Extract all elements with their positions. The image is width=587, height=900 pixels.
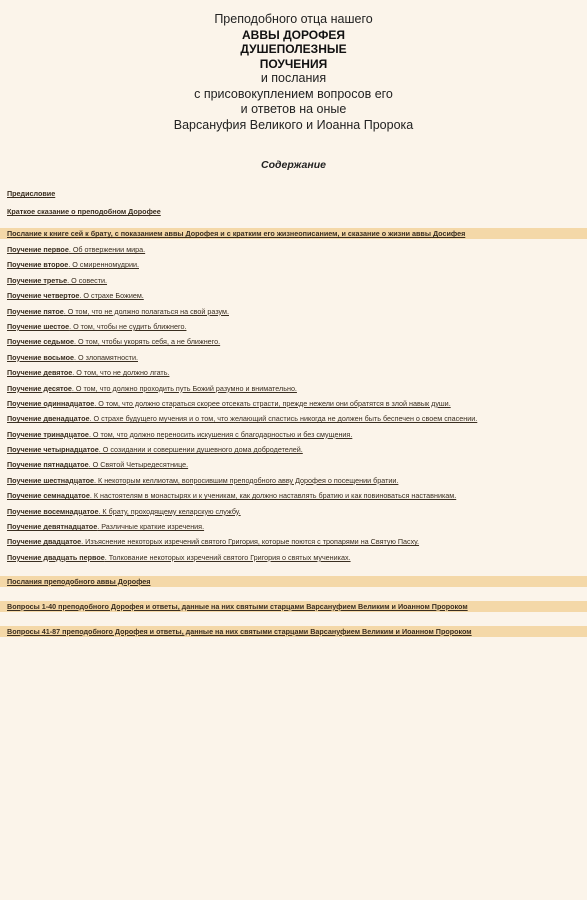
teaching-topic: . О смиренномудрии. <box>68 260 139 270</box>
toc-link-teaching[interactable] <box>7 537 419 546</box>
toc-item-teaching <box>7 276 580 285</box>
teaching-name: Поучение второе <box>7 260 69 270</box>
toc-link-biography[interactable]: Краткое сказание о преподобном Дорофее <box>7 207 161 216</box>
toc-item-teaching <box>7 491 580 500</box>
title-line-8: Варсануфия Великого и Иоанна Пророка <box>173 117 414 132</box>
toc-link-teaching[interactable] <box>7 368 169 377</box>
toc-item-teaching <box>7 537 580 546</box>
toc-item-teaching <box>7 445 580 454</box>
teaching-name: Поучение девятнадцатое <box>7 522 98 532</box>
teaching-name: Поучение четвертое <box>7 291 80 301</box>
teaching-topic: . О том, что должно проходить путь Божий разумно и внимательно. <box>71 383 297 393</box>
toc-link-teaching[interactable] <box>7 491 456 500</box>
toc-item-teaching <box>7 291 580 300</box>
teaching-name: Поучение третье <box>7 275 68 285</box>
teaching-name: Поучение пятнадцатое <box>7 460 89 470</box>
toc-item-teaching <box>7 430 580 439</box>
teaching-name: Поучение шестое <box>7 321 70 331</box>
title-line-2: АВВЫ ДОРОФЕЯ <box>241 27 345 42</box>
teaching-name: Поучение восемнадцатое <box>7 506 99 516</box>
toc-item-teaching <box>7 322 580 331</box>
teaching-name: Поучение тринадцатое <box>7 429 89 439</box>
teaching-name: Поучение десятое <box>7 383 72 393</box>
teaching-topic: . К некоторым келлиотам, вопросившим преподобного авву Дорофея о посещении братии. <box>94 475 399 485</box>
toc-item-teaching <box>7 460 580 469</box>
toc-item-teaching <box>7 553 580 562</box>
toc-item-teaching <box>7 399 580 408</box>
teaching-name: Поучение пятое <box>7 306 64 316</box>
title-line-6: с присовокуплением вопросов его <box>194 86 393 101</box>
teaching-name: Поучение двадцать первое <box>7 552 105 562</box>
teaching-name: Поучение четырнадцатое <box>7 445 99 455</box>
teaching-name: Поучение одиннадцатое <box>7 398 95 408</box>
toc-link-epistles[interactable]: Послания преподобного аввы Дорофея <box>7 576 151 586</box>
teaching-topic: . О том, что должно стараться скорее отсекать страсти, прежде нежели они обратятся в злой навык души. <box>94 398 451 408</box>
teaching-topic: . О том, что не должно лгать. <box>72 368 170 378</box>
toc-link-teaching[interactable] <box>7 322 186 331</box>
title-line-7: и ответов на оные <box>240 102 347 116</box>
toc-item-biography <box>7 207 580 216</box>
toc-item-teaching <box>7 384 580 393</box>
toc-link-preface[interactable]: Предисловие <box>7 189 56 198</box>
teaching-topic: . О том, что должно переносить искушения с благодарностью и без смущения. <box>88 429 353 439</box>
title-line-1: Преподобного отца нашего <box>214 12 373 26</box>
teaching-name: Поучение двенадцатое <box>7 414 90 424</box>
toc-link-teaching[interactable] <box>7 307 229 316</box>
title-line-4: ПОУЧЕНИЯ <box>259 56 328 71</box>
teaching-topic: . О совести. <box>67 275 108 285</box>
toc-item-teaching <box>7 245 580 254</box>
toc-link-teaching[interactable] <box>7 384 297 393</box>
title-line-3: ДУШЕПОЛЕЗНЫЕ <box>240 42 347 56</box>
toc-link-teaching[interactable] <box>7 476 398 485</box>
toc-item-letter <box>0 228 587 239</box>
teaching-topic: . О том, чтобы не судить ближнего. <box>69 321 187 331</box>
toc-item-teaching <box>7 307 580 316</box>
teaching-name: Поучение семнадцатое <box>7 491 90 501</box>
toc-item-teaching <box>7 522 580 531</box>
teaching-topic: . К брату, проходящему келарскую службу. <box>98 506 241 516</box>
teaching-topic: . О созидании и совершении душевного дома добродетелей. <box>98 445 303 455</box>
toc-link-teaching[interactable] <box>7 260 139 269</box>
toc-link-teaching[interactable] <box>7 553 351 562</box>
toc-item-teaching <box>7 414 580 423</box>
toc-item-teaching <box>7 337 580 346</box>
toc-link-teaching[interactable] <box>7 353 138 362</box>
teaching-name: Поучение седьмое <box>7 337 74 347</box>
toc-link-questions-41-87[interactable]: Вопросы 41-87 преподобного Дорофея и ответы, данные на них святыми старцами Варсануфием Великим и Иоанном Пророком <box>7 626 472 636</box>
toc-item-teaching <box>7 476 580 485</box>
teaching-name: Поучение восьмое <box>7 352 75 362</box>
toc-link-teaching[interactable] <box>7 460 188 469</box>
toc-link-teaching[interactable] <box>7 430 352 439</box>
teaching-topic: . Толкование некоторых изречений святого Григория о святых мучениках. <box>104 552 351 562</box>
contents-heading: Содержание <box>261 159 326 171</box>
teaching-topic: . О страхе будущего мучения и о том, что желающий спастись никогда не должен быть беспечен о своем спасении. <box>89 414 478 424</box>
toc-item-questions-1-40 <box>0 601 587 612</box>
toc-item-epistles <box>0 576 587 587</box>
toc-link-teaching[interactable] <box>7 399 451 408</box>
toc-link-teaching[interactable] <box>7 245 145 254</box>
teaching-topic: . К настоятелям в монастырях и к ученикам, как должно наставлять братию и как повиноваться наставникам. <box>89 491 457 501</box>
toc-link-teaching[interactable] <box>7 414 477 423</box>
teaching-name: Поучение девятое <box>7 368 73 378</box>
teaching-topic: . О том, чтобы укорять себя, а не ближнего. <box>73 337 221 347</box>
toc-item-teaching <box>7 353 580 362</box>
toc-link-teaching[interactable] <box>7 276 107 285</box>
book-title-block <box>0 0 587 133</box>
teaching-topic: . О страхе Божием. <box>79 291 144 301</box>
toc-item-preface <box>7 189 580 198</box>
toc-link-questions-1-40[interactable]: Вопросы 1-40 преподобного Дорофея и ответы, данные на них святыми старцами Варсануфием Великим и Иоанном Пророком <box>7 601 468 611</box>
title-line-5: и послания <box>260 71 327 85</box>
teaching-topic: . Изъяснение некоторых изречений святого Григория, которые поются с тропарями на Святую Пасху. <box>81 537 420 547</box>
toc-link-teaching[interactable] <box>7 507 241 516</box>
toc-item-teaching <box>7 507 580 516</box>
teaching-name: Поучение первое <box>7 245 69 254</box>
teaching-topic: . О злопамятности. <box>74 352 138 362</box>
teaching-topic: . Различные краткие изречения. <box>97 522 205 532</box>
teaching-topic: . О том, что не должно полагаться на свой разум. <box>63 306 229 316</box>
table-of-contents <box>0 189 587 637</box>
toc-link-letter[interactable]: Послание к книге сей к брату, с показанием аввы Дорофея и с кратким его жизнеописанием, и сказание о жизни аввы Досифея <box>7 229 466 238</box>
toc-link-teaching[interactable] <box>7 291 144 300</box>
toc-link-teaching[interactable] <box>7 445 303 454</box>
teaching-topic: . О Святой Четыредесятнице. <box>88 460 189 470</box>
teaching-name: Поучение шестнадцатое <box>7 475 95 485</box>
toc-tail <box>7 576 580 637</box>
teachings-list <box>7 245 580 562</box>
teaching-topic: . Об отвержении мира. <box>68 245 146 254</box>
teaching-name: Поучение двадцатое <box>7 537 82 547</box>
toc-link-teaching[interactable] <box>7 522 204 531</box>
toc-link-teaching[interactable] <box>7 337 220 346</box>
toc-item-questions-41-87 <box>0 626 587 637</box>
toc-item-teaching <box>7 260 580 269</box>
toc-item-teaching <box>7 368 580 377</box>
